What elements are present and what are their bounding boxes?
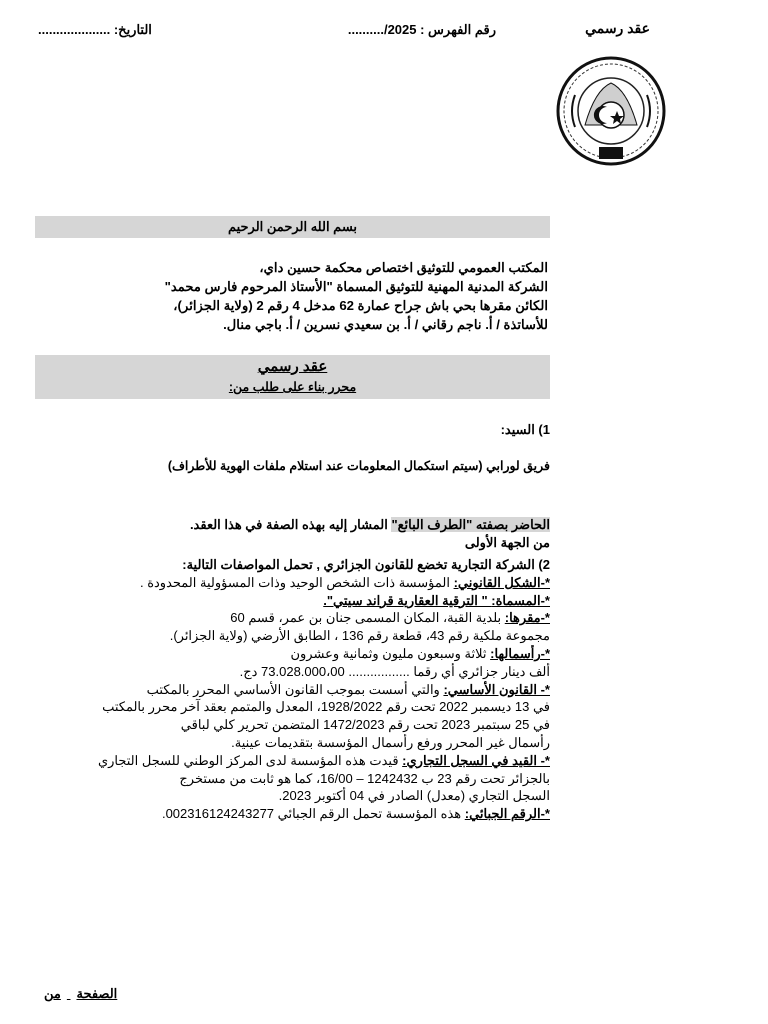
national-seal-emblem [555, 55, 667, 167]
seller-role-highlight: الحاضر بصفته "الطرف البائع" [391, 517, 550, 532]
capital-value-cont: ألف دينار جزائري أي رقما ................. 73.028.000،00 دج. [239, 663, 550, 679]
company-name-value: " الترقية العقارية قراند سيتي". [323, 592, 492, 608]
capital-label: *-رأسمالها: [490, 645, 550, 661]
legal-form-value: المؤسسة ذات الشخص الوحيد وذات المسؤولية المحدودة . [139, 574, 454, 590]
notary-office-header [38, 258, 548, 334]
contract-title: عقد رسمي [257, 358, 328, 375]
company-name-label: *-المسماة: [491, 592, 550, 608]
contract-title-banner [35, 355, 550, 399]
legal-form-label: *-الشكل القانوني: [453, 574, 550, 590]
office-line: الكائن مقرها بحي باش جراح عمارة 62 مدخل 4 رقم 2 (ولاية الجزائر)، [173, 298, 548, 313]
headquarters-value-cont: مجموعة ملكية رقم 43، قطعة رقم 136 ، الطابق الأرضي (ولاية الجزائر). [169, 628, 550, 644]
page-label: الصفحة [76, 986, 118, 1001]
statute-value-cont: رأسمال غير المحرر ورفع رأسمال المؤسسة بتقديمات عينية. [231, 734, 550, 750]
office-line: المكتب العمومي للتوثيق اختصاص محكمة حسين داي، [259, 260, 548, 275]
seller-statement [35, 516, 550, 552]
capital-value: ثلاثة وسبعون مليون وثمانية وعشرون [290, 645, 491, 661]
commercial-register-value-cont: السجل التجاري (معدل) الصادر في 04 أكتوبر 2023. [278, 788, 550, 804]
statute-value-cont: في 25 سبتمبر 2023 تحت رقم 1472/2023 المتضمن تحرير كلي لباقي [180, 717, 550, 733]
basmala-banner [35, 216, 550, 238]
first-party-label: من الجهة الأولى [464, 535, 550, 550]
contract-subtitle: محرر بناء على طلب من: [228, 380, 357, 394]
office-line: الشركة المدنية المهنية للتوثيق المسماة "الأستاذ المرحوم فارس محمد" [164, 279, 548, 294]
document-type: عقد رسمي [585, 20, 650, 36]
statute-value: والتي أسست بموجب القانون الأساسي المحرر بالمكتب [146, 681, 444, 697]
commercial-register-label: *- القيد في السجل التجاري: [402, 752, 550, 768]
headquarters-label: *-مقرها: [504, 610, 550, 626]
page-of-label: من [44, 986, 61, 1001]
commercial-register-value: قيدت هذه المؤسسة لدى المركز الوطني للسجل التجاري [97, 752, 403, 768]
headquarters-value: بلدية القبة، المكان المسمى جنان بن عمر، قسم 60 [230, 610, 505, 626]
party-two-heading: 2) الشركة التجارية تخضع للقانون الجزائري , تحمل المواصفات التالية: [182, 557, 550, 572]
statute-value-cont: في 13 ديسمبر 2022 تحت رقم 1928/2022، المعدل والمتمم بعقد آخر محرر بالمكتب [102, 699, 550, 715]
party-one-label: 1) السيد: [500, 422, 550, 437]
page-footer [38, 986, 123, 1002]
index-number: رقم الفهرس : 2025/.......... [347, 22, 496, 37]
party-one-name: فريق لورابي (سيتم استكمال المعلومات عند استلام ملفات الهوية للأطراف) [167, 459, 550, 473]
document-date: التاريخ: .................... [38, 22, 152, 37]
basmala: بسم الله الرحمن الرحيم [227, 219, 358, 234]
party-two-details [35, 556, 550, 823]
tax-number-value: هذه المؤسسة تحمل الرقم الجبائي 002316124243277. [161, 806, 465, 822]
office-line: للأساتذة / أ. ناجم رقاني / أ. بن سعيدي نسرين / أ. باجي منال. [223, 317, 548, 332]
tax-number-label: *-الرقم الجبائي: [464, 806, 550, 822]
commercial-register-value-cont: بالجزائر تحت رقم 23 ب 1242432 – 16/00، كما هو ثابت من مستخرج [179, 770, 550, 786]
statute-label: *- القانون الأساسي: [443, 681, 550, 697]
seller-role-rest: المشار إليه بهذه الصفة في هذا العقد. [189, 517, 392, 532]
